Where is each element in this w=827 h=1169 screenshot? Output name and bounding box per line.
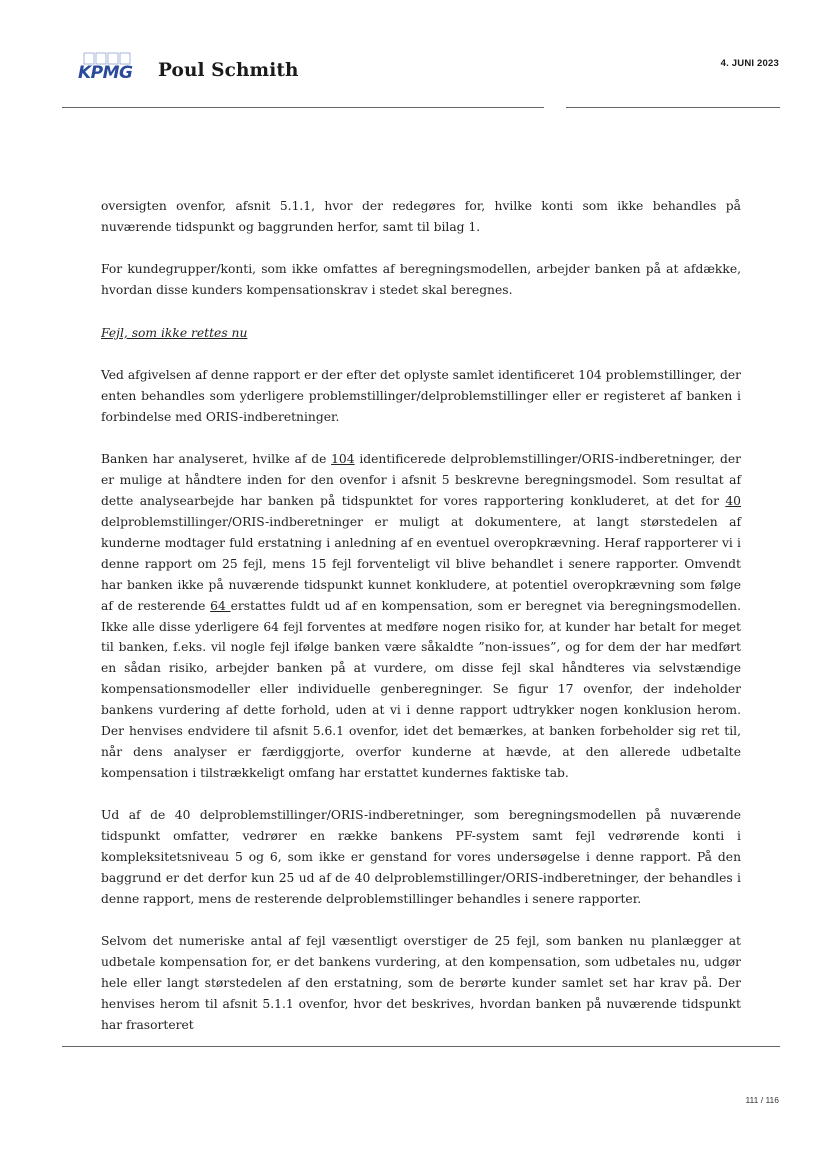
kpmg-logo	[78, 52, 140, 82]
underlined-number: 64	[210, 598, 231, 613]
text-run: delproblemstillinger/ORIS-indberetninger er muligt at dokumentere, at langt størstedelen af kunderne modtager fuld erstatning i anledning af en eventuel overopkrævning. Heraf rapporterer vi i denne rapport om 25 fejl, mens 15 fejl forventeligt vil blive behandlet i senere rapporter. Omvendt har banken ikke på nuværende tidspunkt kunnet konkludere, at potentiel overopkrævning som følge af de resterende	[101, 514, 741, 613]
footer-divider	[62, 1046, 780, 1047]
paragraph	[101, 449, 741, 784]
firm-name: Poul Schmith	[158, 60, 299, 81]
header-divider-right	[566, 107, 780, 108]
body-text	[101, 196, 741, 1057]
text-run: identificerede delproblemstillinger/ORIS-indberetninger, der er mulige at håndtere inden for den ovenfor i afsnit 5 beskrevne beregningsmodel. Som resultat af dette analysearbejde har banken på tidspunktet for vores rapportering konkluderet, at det for	[101, 452, 741, 509]
text-run: erstattes fuldt ud af en kompensation, som er beregnet via beregningsmodellen. Ikke alle disse yderligere 64 fejl forventes at medføre nogen risiko for, at kunder har betalt for meget til banken, f.eks. vil nogle fejl ifølge banken være såkaldte ”non-issues”, og for dem der har medført en sådan risiko, arbejder banken på at vurdere, om disse fejl skal håndteres via selvstændige kompensationsmodeller eller individuelle genberegninger. Se figur 17 ovenfor, der indeholder bankens vurdering af dette forhold, uden at vi i denne rapport udtrykker nogen konklusion herom. Der henvises endvidere til afsnit 5.6.1 ovenfor, idet det bemærkes, at banken forbeholder sig ret til, når dens analyser er færdiggjorte, overfor kunderne at hævde, at den allerede udbetalte kompensation i tilstrækkeligt omfang har erstattet kundernes faktiske tab.	[101, 598, 741, 780]
svg-text:KPMG: KPMG	[78, 63, 133, 82]
section-heading: Fejl, som ikke rettes nu	[101, 325, 248, 340]
paragraph: For kundegrupper/konti, som ikke omfattes af beregningsmodellen, arbejder banken på at afdække, hvordan disse kunders kompensationskrav i stedet skal beregnes.	[101, 262, 741, 298]
paragraph: Ved afgivelsen af denne rapport er der efter det oplyste samlet identificeret 104 problemstillinger, der enten behandles som yderligere problemstillinger/delproblemstillinger eller er registeret af banken i forbindelse med ORIS-indberetninger.	[101, 368, 741, 424]
paragraph: Ud af de 40 delproblemstillinger/ORIS-indberetninger, som beregningsmodellen på nuværende tidspunkt omfatter, vedrører en række bankens PF-system samt fejl vedrørende konti i kompleksitetsniveau 5 og 6, som ikke er genstand for vores undersøgelse i denne rapport. På den baggrund er det derfor kun 25 ud af de 40 delproblemstillinger/ORIS-indberetninger, der behandles i denne rapport, mens de resterende delproblemstillinger behandles i senere rapporter.	[101, 808, 741, 906]
text-run: Banken har analyseret, hvilke af de	[101, 452, 332, 467]
paragraph: oversigten ovenfor, afsnit 5.1.1, hvor der redegøres for, hvilke konti som ikke behandles på nuværende tidspunkt og baggrunden herfor, samt til bilag 1.	[101, 199, 741, 234]
header-date: 4. JUNI 2023	[720, 58, 779, 69]
underlined-number: 104	[331, 452, 355, 467]
underlined-number: 40	[725, 494, 741, 509]
paragraph: Selvom det numeriske antal af fejl væsentligt overstiger de 25 fejl, som banken nu planlægger at udbetale kompensation for, er det bankens vurdering, at den kompensation, som udbetales nu, udgør hele eller langt størstedelen af den erstatning, som de berørte kunder samlet set har krav på. Der henvises herom til afsnit 5.1.1 ovenfor, hvor det beskrives, hvordan banken på nuværende tidspunkt har frasorteret	[101, 934, 741, 1032]
page-number: 111 / 116	[745, 1095, 779, 1105]
header-divider-left	[62, 107, 544, 108]
